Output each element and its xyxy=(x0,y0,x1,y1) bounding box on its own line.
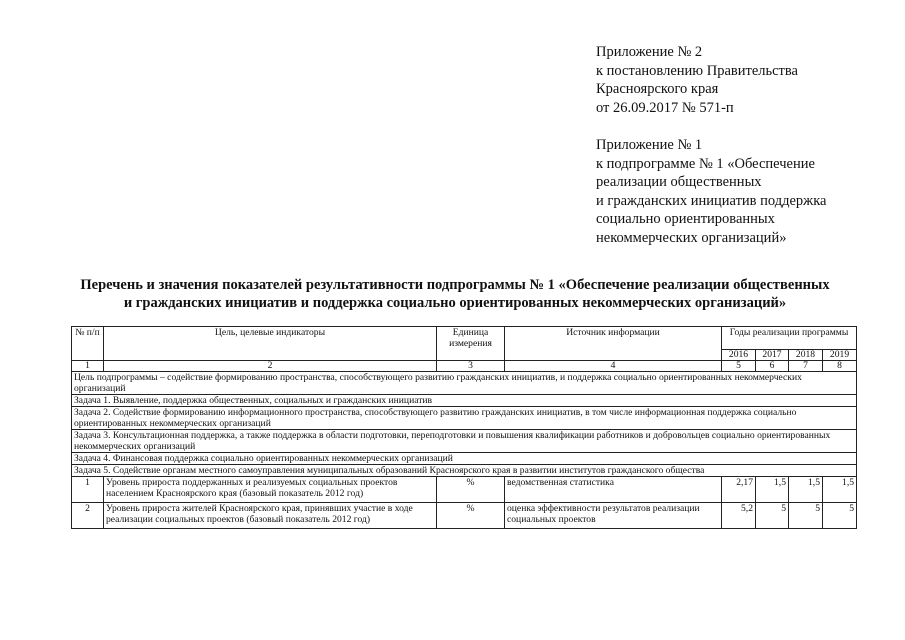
row-number: 2 xyxy=(72,503,104,529)
appendix-2-line: от 26.09.2017 № 571-п xyxy=(596,99,734,116)
appendix-1-line: к подпрограмме № 1 «Обеспечение xyxy=(596,155,815,172)
column-number: 2 xyxy=(104,361,437,372)
column-number: 8 xyxy=(823,361,857,372)
appendix-2-line: Приложение № 2 xyxy=(596,44,703,60)
task-row xyxy=(72,395,857,407)
appendix-1-line: некоммерческих организаций» xyxy=(596,229,787,246)
document-title-line-1: Перечень и значения показателей результативности подпрограммы № 1 «Обеспечение реализации общественных xyxy=(80,277,830,293)
task-row xyxy=(72,407,857,430)
header-source: Источник информации xyxy=(505,327,722,361)
task-row xyxy=(72,430,857,453)
row-value-2017: 5 xyxy=(756,503,789,529)
column-number: 7 xyxy=(789,361,823,372)
column-number: 1 xyxy=(72,361,104,372)
task-text: Задача 5. Содействие органам местного самоуправления муниципальных образований Красноярского края в развитии институтов гражданского общества xyxy=(72,465,857,477)
row-value-2018: 5 xyxy=(789,503,823,529)
task-text: Задача 1. Выявление, поддержка общественных, социальных и гражданских инициатив xyxy=(72,395,857,407)
row-indicator: Уровень прироста поддержанных и реализуемых социальных проектов населением Красноярского края (базовый показатель 2012 год) xyxy=(104,477,437,503)
header-unit: Единица измерения xyxy=(437,327,505,361)
header-years: Годы реализации программы xyxy=(722,327,857,350)
task-row xyxy=(72,465,857,477)
row-value-2019: 1,5 xyxy=(823,477,857,503)
row-value-2017: 1,5 xyxy=(756,477,789,503)
column-number: 5 xyxy=(722,361,756,372)
appendix-1-line: реализации общественных xyxy=(596,174,762,191)
row-value-2019: 5 xyxy=(823,503,857,529)
row-value-2016: 5,2 xyxy=(722,503,756,529)
row-source: ведомственная статистика xyxy=(505,477,722,503)
year-cell: 2016 xyxy=(722,350,756,361)
task-text: Задача 4. Финансовая поддержка социально ориентированных некоммерческих организаций xyxy=(72,453,857,465)
appendix-1-line: социально ориентированных xyxy=(596,211,775,228)
task-text: Задача 2. Содействие формированию информационного пространства, способствующего развитию гражданских инициатив, в том числе информационная поддержка социально ориентированных некоммерческих организаций xyxy=(72,407,857,430)
row-unit: % xyxy=(437,503,505,529)
row-source: оценка эффективности результатов реализации социальных проектов xyxy=(505,503,722,529)
table-row xyxy=(72,503,857,529)
appendix-1-line: и гражданских инициатив поддержка xyxy=(596,192,827,209)
row-indicator: Уровень прироста жителей Красноярского края, принявших участие в ходе реализации социальных проектов (базовый показатель 2012 год) xyxy=(104,503,437,529)
indicators-table xyxy=(71,326,857,529)
table-row xyxy=(72,477,857,503)
year-cell: 2018 xyxy=(789,350,823,361)
task-row xyxy=(72,453,857,465)
year-cell: 2017 xyxy=(756,350,789,361)
row-number: 1 xyxy=(72,477,104,503)
row-value-2018: 1,5 xyxy=(789,477,823,503)
column-number: 3 xyxy=(437,361,505,372)
appendix-1-block xyxy=(596,136,826,248)
column-numbers-row xyxy=(72,361,857,372)
task-text: Задача 3. Консультационная поддержка, а также поддержка в области подготовки, переподготовки и повышения квалификации работников и добровольцев социально ориентированных некоммерческих организаций xyxy=(72,430,857,453)
year-cell: 2019 xyxy=(823,350,857,361)
column-number: 4 xyxy=(505,361,722,372)
row-unit: % xyxy=(437,477,505,503)
appendix-2-line: Красноярского края xyxy=(596,81,719,98)
goal-text: Цель подпрограммы – содействие формированию пространства, способствующего развитию гражданских инициатив, и поддержка социально ориентированных некоммерческих организаций xyxy=(72,372,857,395)
appendix-2-block xyxy=(596,43,798,117)
document-title-line-2: и гражданских инициатив и поддержка социально ориентированных некоммерческих организаций» xyxy=(123,295,787,311)
appendix-2-line: к постановлению Правительства xyxy=(596,62,798,79)
document-title xyxy=(40,276,870,312)
table-header-row xyxy=(72,327,857,350)
goal-row xyxy=(72,372,857,395)
header-goal: Цель, целевые индикаторы xyxy=(104,327,437,361)
row-value-2016: 2,17 xyxy=(722,477,756,503)
header-num: № п/п xyxy=(72,327,104,361)
column-number: 6 xyxy=(756,361,789,372)
appendix-1-line: Приложение № 1 xyxy=(596,137,703,153)
